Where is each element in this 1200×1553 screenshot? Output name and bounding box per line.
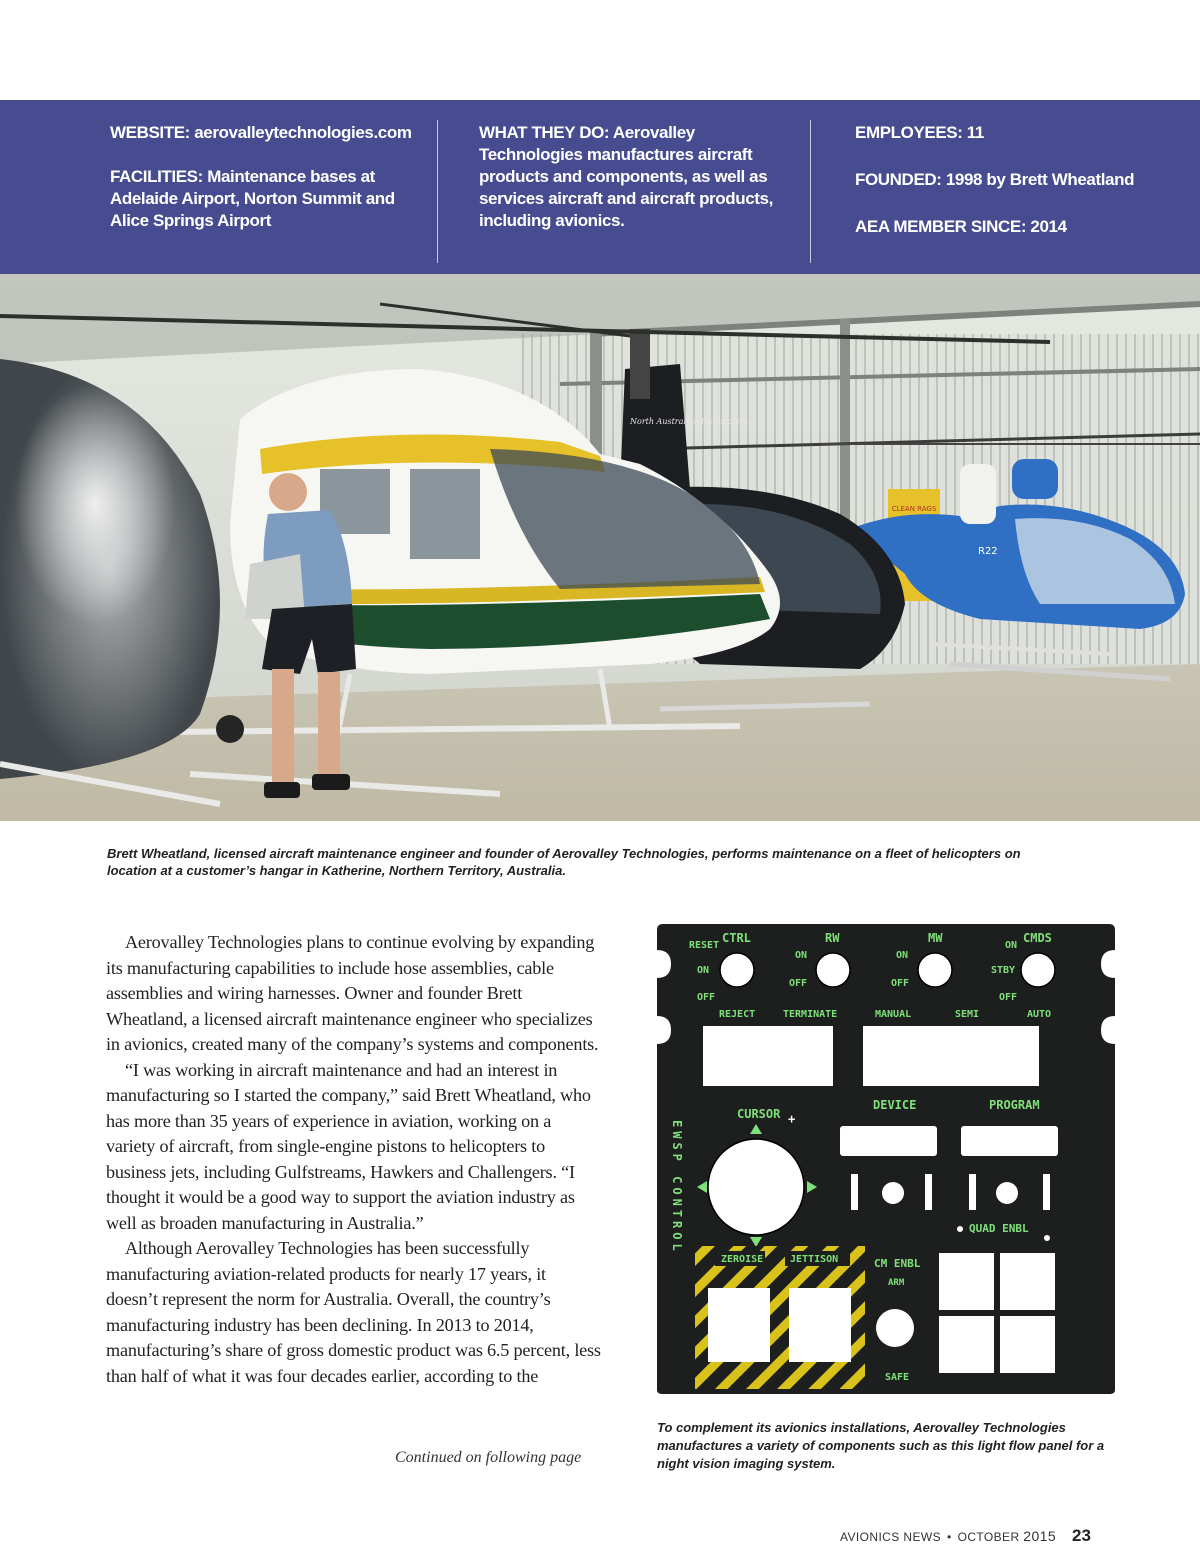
label-safe: SAFE: [885, 1372, 910, 1383]
label-mw: MW: [928, 931, 943, 945]
label-arm: ARM: [888, 1278, 905, 1288]
publication-name: AVIONICS NEWS: [840, 1530, 941, 1544]
label-reject: REJECT: [719, 1009, 756, 1020]
article-body: [106, 930, 601, 1389]
label-stby: STBY: [991, 965, 1016, 976]
info-divider: [437, 120, 438, 263]
website-info: WEBSITE: aerovalleytechnologies.com: [110, 123, 412, 142]
reg-marking: R22: [978, 546, 998, 557]
panel-caption: To complement its avionics installations, Aerovalley Technologies manufactures a variety of components such as this light flow panel for a night vision imaging system.: [657, 1420, 1105, 1471]
continued-note: Continued on following page: [395, 1449, 582, 1466]
employees-info: EMPLOYEES: 11: [855, 123, 984, 142]
label-off: OFF: [891, 978, 910, 989]
label-off: OFF: [999, 992, 1018, 1003]
label-cm-enbl: CM ENBL: [874, 1257, 921, 1270]
label-on: ON: [1005, 940, 1018, 951]
tail-marking: North Australian Helicopters: [630, 417, 749, 426]
label-off: OFF: [697, 992, 716, 1003]
label-off: OFF: [789, 978, 808, 989]
label-device: DEVICE: [873, 1098, 917, 1112]
page-footer: [840, 1528, 1056, 1544]
page-number: 23: [1072, 1526, 1091, 1545]
founded-info: FOUNDED: 1998 by Brett Wheatland: [855, 170, 1135, 189]
label-plus: +: [788, 1112, 796, 1126]
article-paragraph: “I was working in aircraft maintenance and had an interest in manufacturing so I started the company,” said Brett Wheatland, who has more than 35 years of experience in aviation, working on a variety of aircraft, from single-engine pistons to helicopters to business jets, including Gulfstreams, Hawkers and Challengers. “I thought it would be a good way to support the aviation industry as well as broaden manufacturing in Australia.”: [106, 1059, 591, 1233]
label-on: ON: [697, 965, 710, 976]
label-cmds: CMDS: [1023, 931, 1052, 945]
hangar-helicopters-photo: [0, 274, 1200, 821]
label-manual: MANUAL: [875, 1009, 912, 1020]
label-reset: RESET: [689, 940, 720, 951]
label-rw: RW: [825, 931, 840, 945]
info-column-facts: [855, 122, 1175, 238]
label-ctrl: CTRL: [722, 931, 751, 945]
label-on: ON: [896, 950, 909, 961]
label-terminate: TERMINATE: [783, 1009, 838, 1020]
label-cursor: CURSOR: [737, 1107, 781, 1121]
label-ewsp-control: EWSP CONTROL: [670, 1120, 684, 1255]
photo-caption: Brett Wheatland, licensed aircraft maintenance engineer and founder of Aerovalley Technologies, performs maintenance on a fleet of helicopters on location at a customer’s hangar in Katherine, Northern Territory, Australia.: [107, 846, 1021, 878]
aea-member-info: AEA MEMBER SINCE: 2014: [855, 217, 1067, 236]
article-paragraph: Aerovalley Technologies plans to continue evolving by expanding its manufacturing capabilities to include hose assemblies, cable assemblies and wiring harnesses. Owner and founder Brett Wheatland, a licensed aircraft maintenance engineer who specializes in avionics, created many of the company’s systems and components.: [106, 932, 599, 1054]
light-flow-panel-photo: [655, 920, 1117, 1398]
company-info-band: [0, 100, 1200, 274]
label-auto: AUTO: [1027, 1009, 1052, 1020]
label-zeroise: ZEROISE: [721, 1254, 764, 1265]
issue-month: OCTOBER: [957, 1530, 1020, 1544]
issue-year: 2015: [1023, 1528, 1057, 1544]
info-divider: [810, 120, 811, 263]
footer-separator: •: [947, 1530, 952, 1544]
clean-rags-sign: CLEAN RAGS: [891, 505, 937, 513]
info-column-contact: [110, 122, 430, 232]
label-semi: SEMI: [955, 1009, 980, 1020]
label-program: PROGRAM: [989, 1098, 1040, 1112]
article-paragraph: Although Aerovalley Technologies has been successfully manufacturing aviation-related products for nearly 17 years, it doesn’t represent the norm for Australia. Overall, the country’s manufacturing industry has been declining. In 2013 to 2014, manufacturing’s share of gross domestic product was 6.5 percent, less than half of what it was four decades earlier, according to the: [106, 1238, 601, 1386]
facilities-info: FACILITIES: Maintenance bases at Adelaide Airport, Norton Summit and Alice Springs Airport: [110, 167, 395, 230]
info-column-what-they-do: [479, 122, 799, 232]
label-quad-enbl: QUAD ENBL: [969, 1222, 1029, 1235]
label-on: ON: [795, 950, 808, 961]
what-they-do-info: WHAT THEY DO: Aerovalley Technologies manufactures aircraft products and components, as well as services aircraft and aircraft products, including avionics.: [479, 123, 773, 230]
label-jettison: JETTISON: [790, 1254, 839, 1265]
